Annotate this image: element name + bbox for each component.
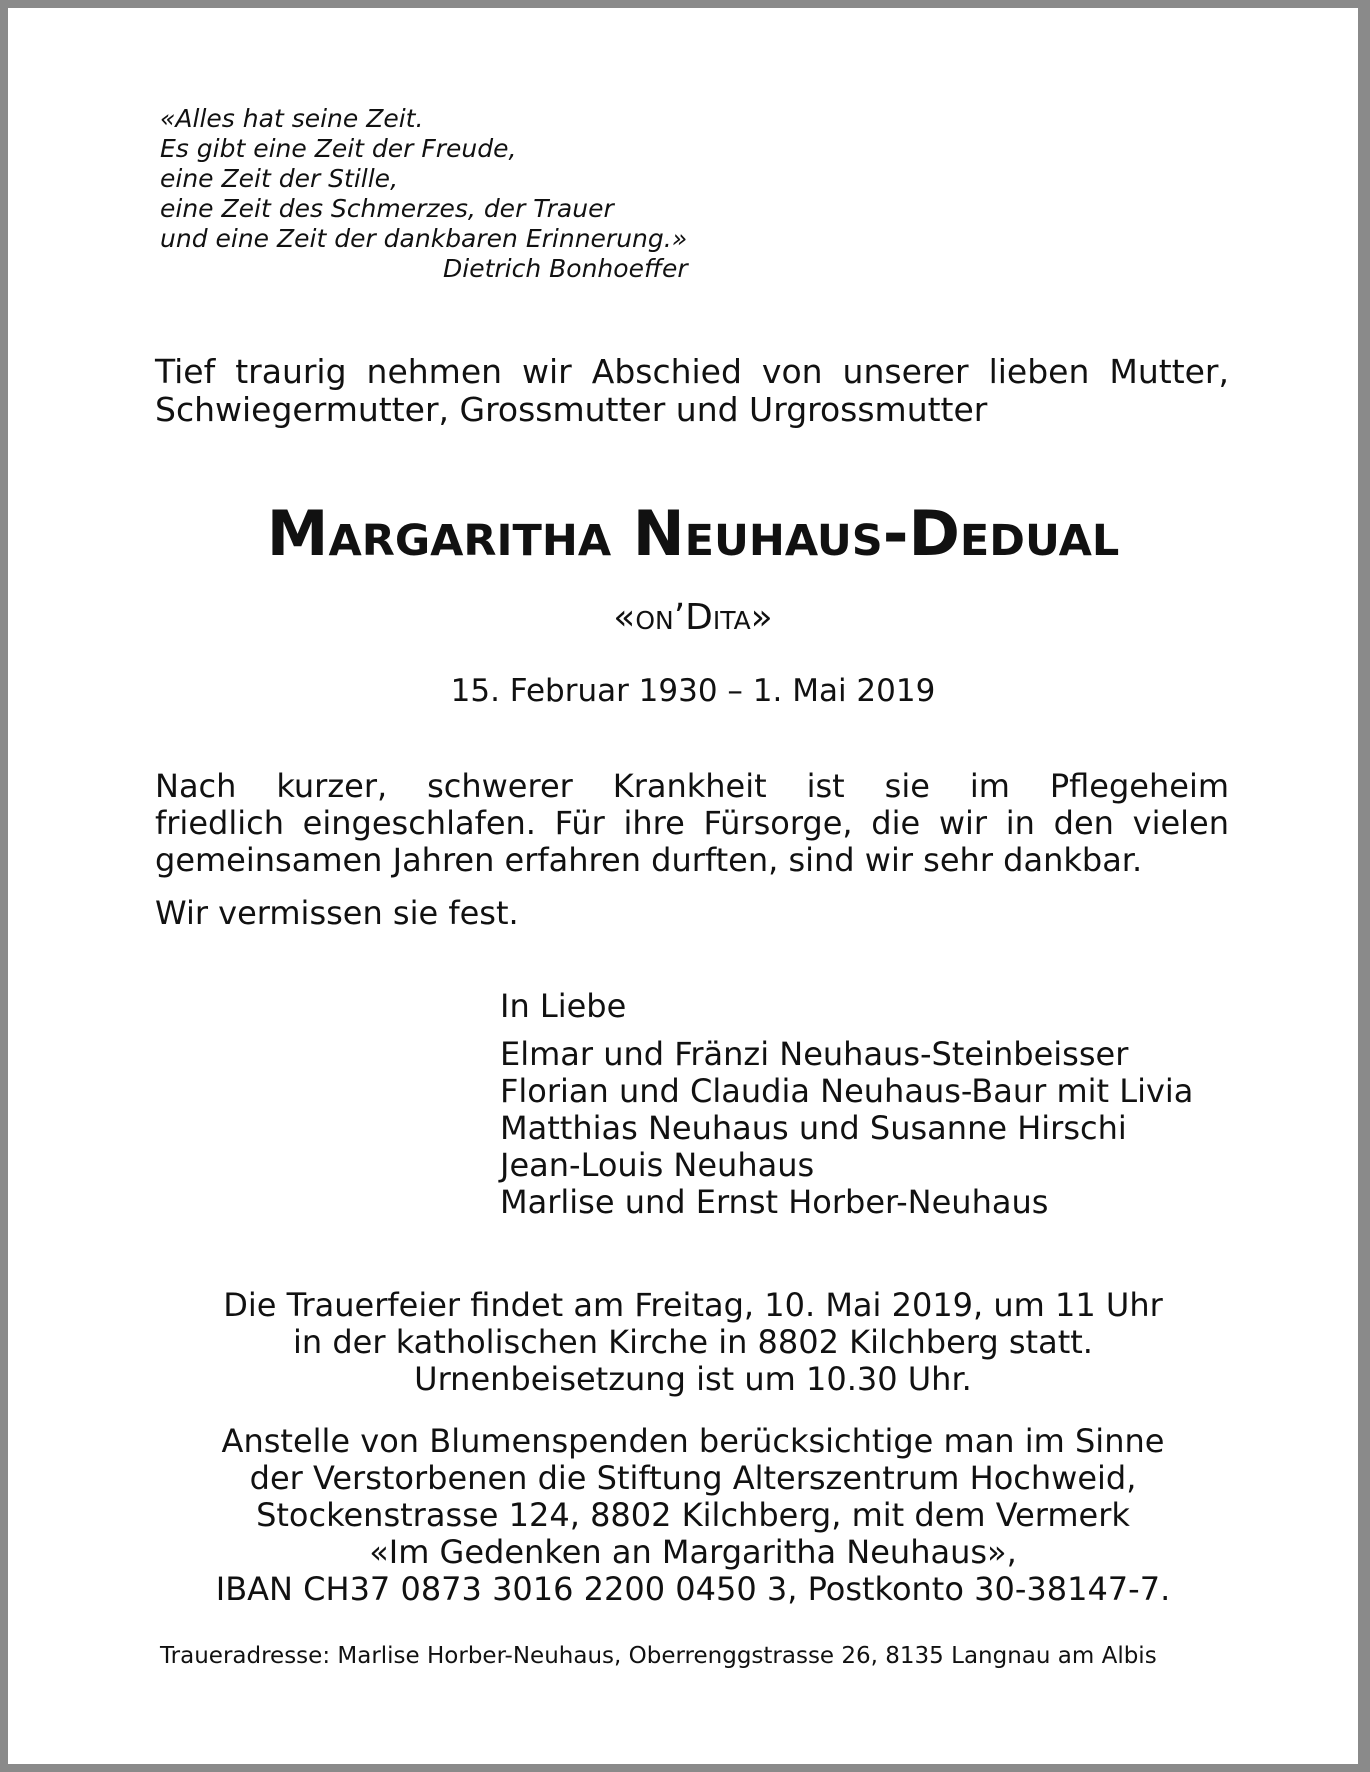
quote-line: «Alles hat seine Zeit.	[160, 104, 424, 133]
family-member: Marlise und Ernst Horber-Neuhaus	[500, 1183, 1049, 1221]
donation-info	[8, 1423, 1370, 1608]
message-line: Nach kurzer, schwerer Krankheit ist sie im Pflegeheim	[155, 767, 1229, 805]
quote-line: Es gibt eine Zeit der Freude,	[160, 134, 517, 163]
family-member: Elmar und Fränzi Neuhaus-Steinbeisser	[500, 1035, 1129, 1073]
intro-line: Tief traurig nehmen wir Abschied von unserer lieben Mutter,	[155, 352, 1229, 391]
family-member: Jean-Louis Neuhaus	[500, 1146, 815, 1184]
quote-author: Dietrich Bonhoeffer	[443, 254, 688, 283]
quote-line: eine Zeit des Schmerzes, der Trauer	[160, 194, 614, 223]
deceased-nickname: «on’Dita»	[613, 597, 773, 638]
donation-line: IBAN CH37 0873 3016 2200 0450 3, Postkonto 30-38147-7.	[215, 1570, 1171, 1608]
family-member: Florian und Claudia Neuhaus-Baur mit Livia	[500, 1072, 1194, 1110]
funeral-service-info	[8, 1287, 1370, 1398]
message-paragraph	[155, 768, 1229, 879]
mourning-address: Traueradresse: Marlise Horber-Neuhaus, Oberrenggstrasse 26, 8135 Langnau am Albis	[160, 1643, 1157, 1669]
intro-line: Schwiegermutter, Grossmutter und Urgrossmutter	[155, 390, 988, 429]
service-line: Die Trauerfeier findet am Freitag, 10. Mai 2019, um 11 Uhr	[223, 1286, 1163, 1324]
donation-line: Anstelle von Blumenspenden berücksichtige man im Sinne	[221, 1422, 1165, 1460]
donation-line: der Verstorbenen die Stiftung Alterszentrum Hochweid,	[249, 1459, 1137, 1497]
service-line: in der katholischen Kirche in 8802 Kilchberg statt.	[293, 1323, 1093, 1361]
family-greeting: In Liebe	[500, 987, 627, 1025]
family-member: Matthias Neuhaus und Susanne Hirschi	[500, 1109, 1127, 1147]
message-line: gemeinsamen Jahren erfahren durften, sind wir sehr dankbar.	[155, 841, 1143, 879]
obituary-page	[8, 8, 1358, 1764]
quote-line: und eine Zeit der dankbaren Erinnerung.»	[160, 224, 688, 253]
family-signature	[500, 988, 1193, 1221]
deceased-name: Margaritha Neuhaus-Dedual	[266, 497, 1120, 570]
missing-line: Wir vermissen sie fest.	[155, 894, 519, 932]
quote-line: eine Zeit der Stille,	[160, 164, 399, 193]
donation-line: «Im Gedenken an Margaritha Neuhaus»,	[369, 1533, 1017, 1571]
intro-paragraph	[155, 353, 1229, 429]
message-line: friedlich eingeschlafen. Für ihre Fürsorge, die wir in den vielen	[155, 804, 1229, 842]
life-dates: 15. Februar 1930 – 1. Mai 2019	[450, 673, 936, 709]
service-line: Urnenbeisetzung ist um 10.30 Uhr.	[414, 1360, 972, 1398]
donation-line: Stockenstrasse 124, 8802 Kilchberg, mit dem Vermerk	[256, 1496, 1130, 1534]
epigraph-quote	[160, 104, 688, 284]
